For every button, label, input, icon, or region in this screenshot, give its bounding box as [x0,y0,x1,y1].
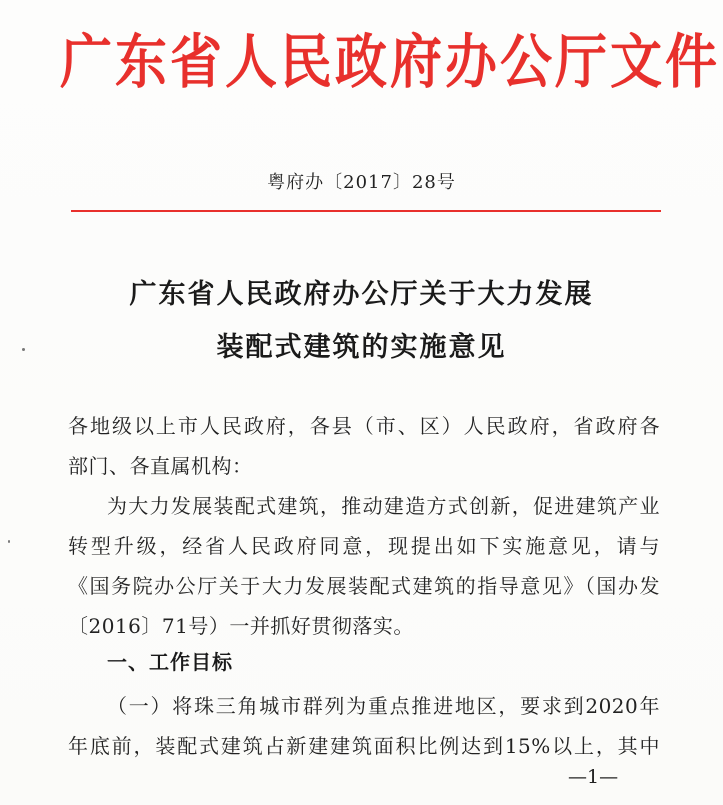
masthead-title: 广东省人民政府办公厅文件 [60,29,721,97]
scan-speck [22,348,25,351]
salutation-line-2: 部门、各直属机构： [68,454,253,478]
paragraph-1-line-2: 转型升级，经省人民政府同意，现提出如下实施意见，请与 [68,534,660,558]
section-heading-work-goals: 一、工作目标 [107,650,233,674]
document-title-line-2: 装配式建筑的实施意见 [216,332,507,363]
scan-speck [8,540,10,543]
page-number: —1— [568,766,619,788]
item-1-line-2: 年底前，装配式建筑占新建建筑面积比例达到15%以上，其中 [68,734,660,758]
paragraph-1-line-4: 〔2016〕71号）一并抓好贯彻落实。 [68,614,414,638]
salutation-line-1: 各地级以上市人民政府，各县（市、区）人民政府，省政府各 [68,414,660,438]
document-number: 粤府办〔2017〕28号 [267,172,456,193]
paragraph-1-line-3: 《国务院办公厅关于大力发展装配式建筑的指导意见》（国办发 [68,574,660,598]
paragraph-1-line-1: 为大力发展装配式建筑，推动建造方式创新，促进建筑产业 [107,494,660,518]
document-title-line-1: 广东省人民政府办公厅关于大力发展 [129,279,594,310]
red-divider-line [71,210,661,212]
item-1-line-1: （一）将珠三角城市群列为重点推进地区，要求到2020年 [107,694,660,718]
